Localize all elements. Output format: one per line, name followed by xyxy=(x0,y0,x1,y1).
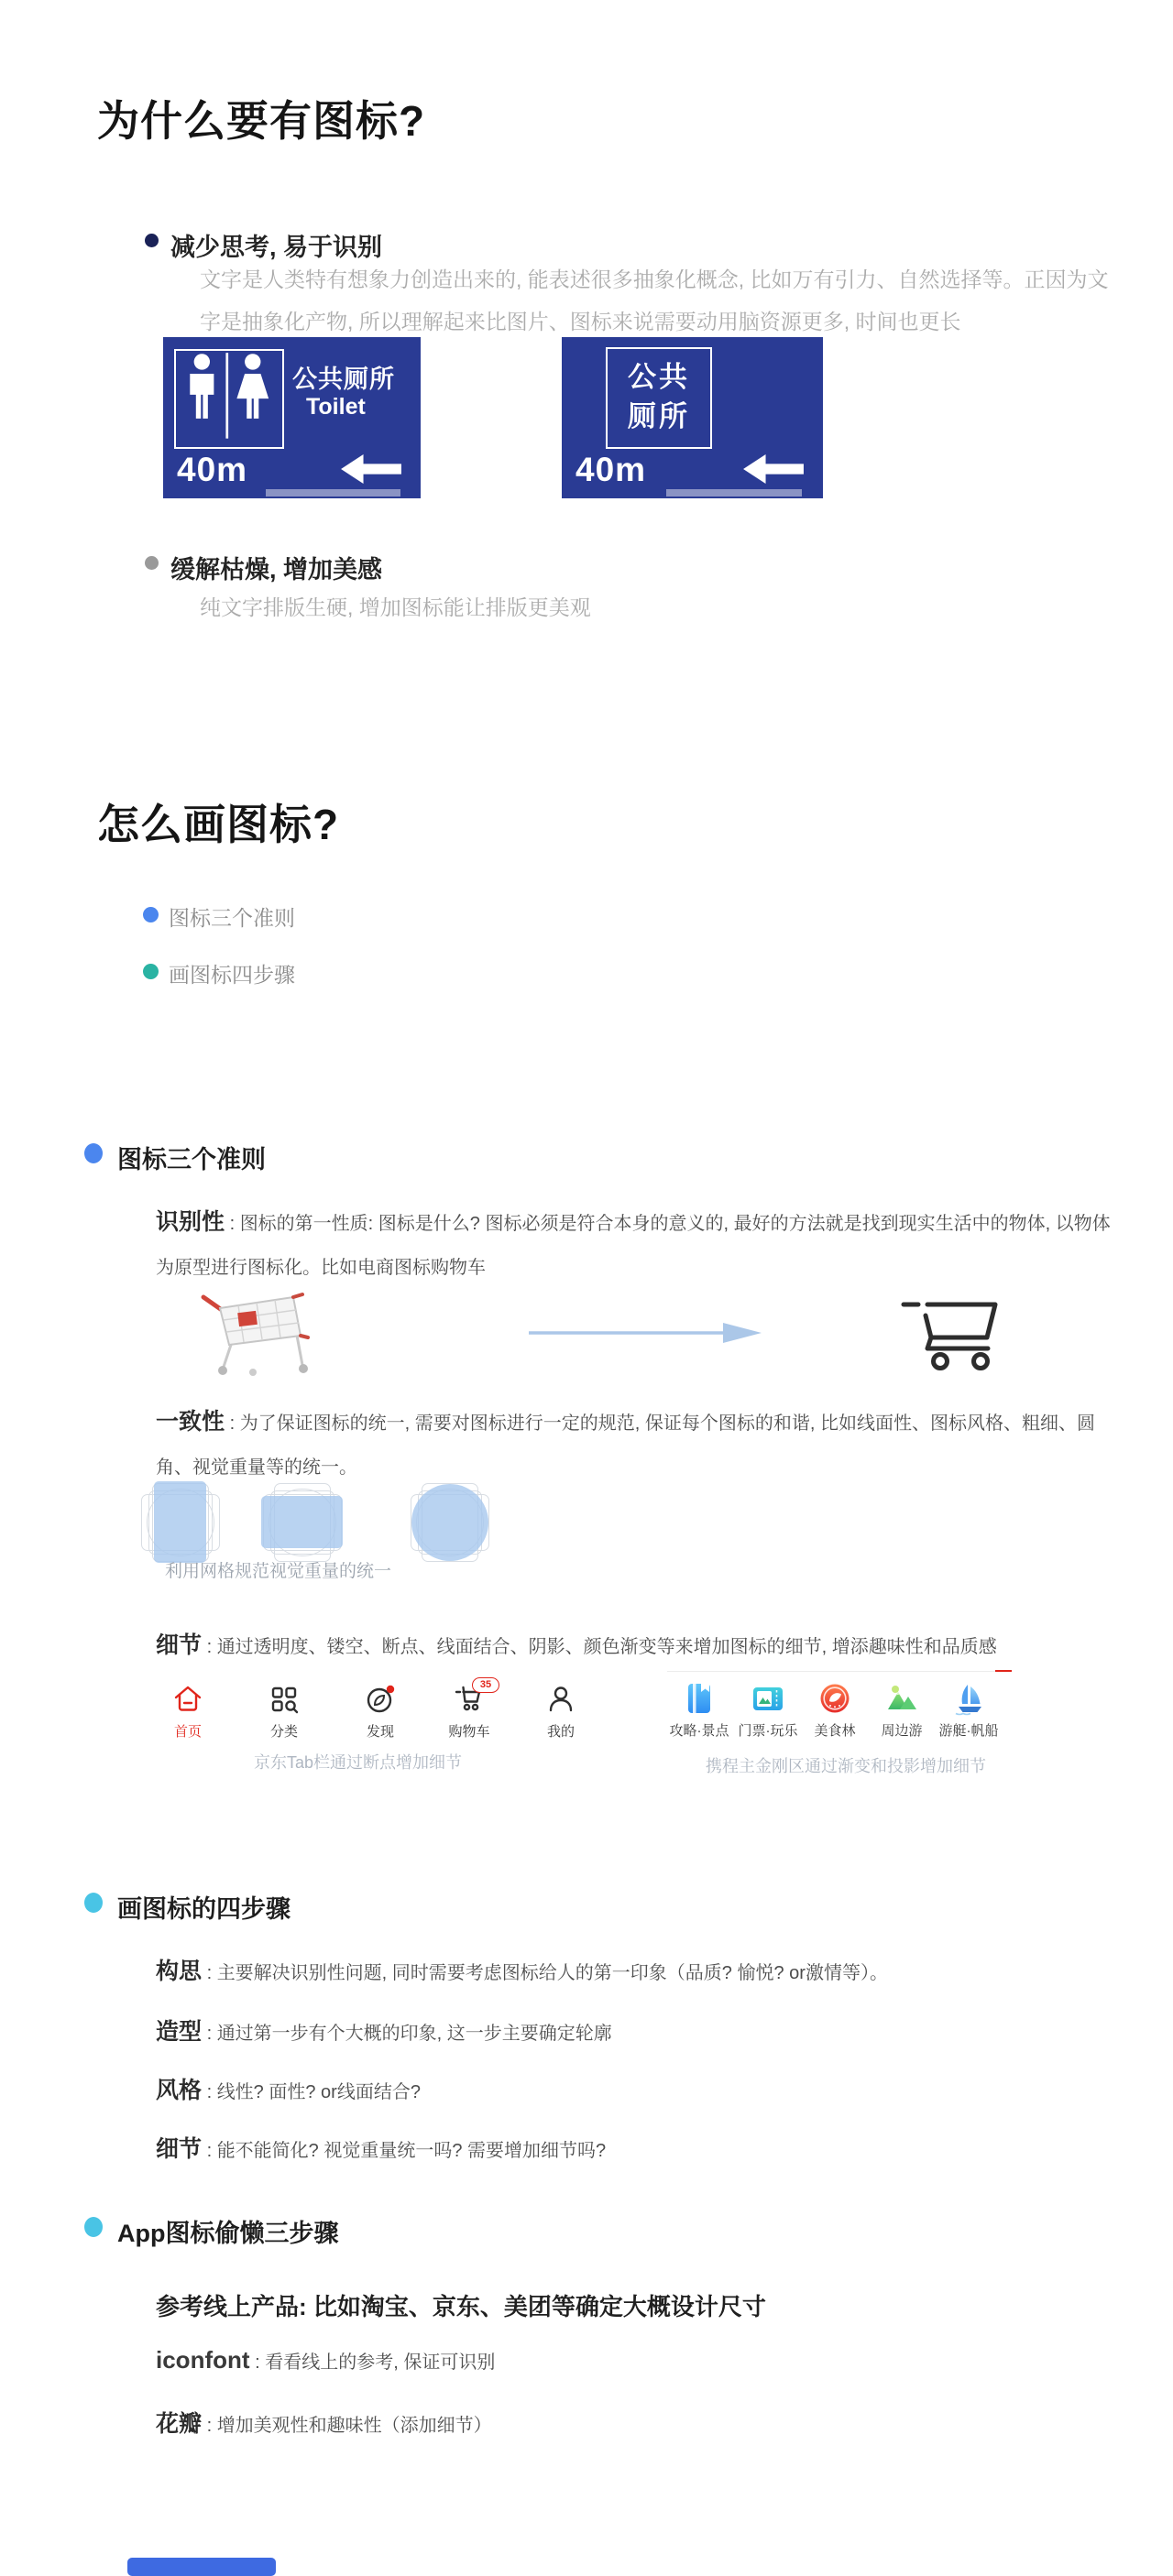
bullet-dot-gray xyxy=(145,556,159,570)
grid-caption: 利用网格规范视觉重量的统一 xyxy=(165,1562,392,1581)
point1-title: 减少思考, 易于识别 xyxy=(170,234,383,261)
ctrip-item-guide[interactable] xyxy=(661,1680,738,1752)
sign-distance: 40m xyxy=(576,451,647,488)
cart-badge: 35 xyxy=(472,1677,499,1693)
term-iconfont: iconfont : 看看线上的参考, 保证可识别 xyxy=(156,2346,496,2374)
cut-off-blue-panel xyxy=(127,2558,276,2576)
screenshot-edge-red-mark xyxy=(995,1670,1012,1672)
sign-cn-line1: 公共 xyxy=(628,361,690,393)
sign-cn-line2: 厕所 xyxy=(628,400,690,432)
lazy-reference-line: 参考线上产品: 比如淘宝、京东、美团等确定大概设计尺寸 xyxy=(156,2293,766,2320)
section-dot-principles xyxy=(84,1143,103,1163)
keyline-grid-landscape xyxy=(260,1480,345,1565)
ctrip-item-label: 美食林 xyxy=(814,1723,856,1739)
home-icon xyxy=(172,1684,203,1715)
page-title-how: 怎么画图标? xyxy=(97,801,340,848)
shopping-cart-line-icon[interactable] xyxy=(896,1293,1006,1374)
toilet-sign-photo-left[interactable] xyxy=(163,337,421,498)
toc-dot-teal xyxy=(143,964,159,979)
cart-icon xyxy=(454,1679,492,1715)
sign-cn-label: 公共厕所 xyxy=(292,366,395,393)
jd-tab-home[interactable] xyxy=(156,1684,220,1755)
point2-desc: 纯文字排版生硬, 增加图标能让排版更美观 xyxy=(200,595,591,619)
watermark-strip xyxy=(666,489,802,497)
toilet-sign-photo-right[interactable] xyxy=(562,337,823,498)
jd-tab-discover[interactable] xyxy=(348,1684,412,1755)
left-arrow-icon xyxy=(740,454,806,484)
term-style: 风格 : 线性? 面性? or线面结合? xyxy=(156,2078,421,2103)
term-detail: 细节 : 通过透明度、镂空、断点、线面结合、阴影、颜色渐变等来增加图标的细节, 增添趣味性和品质感 xyxy=(156,1632,997,1658)
ctrip-item-label: 攻略·景点 xyxy=(669,1723,729,1739)
text-box xyxy=(606,347,712,449)
jd-tab-label: 首页 xyxy=(173,1724,202,1740)
discover-compass-icon xyxy=(365,1684,396,1715)
page-title-why: 为什么要有图标? xyxy=(97,97,426,145)
sign-distance: 40m xyxy=(177,451,248,488)
male-female-pictogram-icon xyxy=(176,351,278,442)
toc-item-principles: 图标三个准则 xyxy=(169,906,295,930)
section-dot-steps xyxy=(84,1893,103,1913)
screenshot-edge-line xyxy=(667,1671,1012,1672)
term-consistency: 一致性 : 为了保证图标的统一, 需要对图标进行一定的规范, 保证每个图标的和谐, 比如线面性、图标风格、粗细、圆角、视觉重量等的统一。 xyxy=(156,1409,1096,1478)
left-arrow-icon xyxy=(338,454,404,484)
profile-icon xyxy=(545,1684,576,1715)
term-label: 细节 xyxy=(156,1632,203,1658)
ctrip-item-nearby[interactable] xyxy=(863,1680,940,1752)
term-recognizability: 识别性 : 图标的第一性质: 图标是什么? 图标必须是符合本身的意义的, 最好的方法就是找到现实生活中的物体, 以物体为原型进行图标化。比如电商图标购物车 xyxy=(156,1209,1111,1278)
pictogram-box xyxy=(174,349,284,449)
jd-tab-category[interactable] xyxy=(252,1684,316,1755)
jd-tab-profile[interactable] xyxy=(529,1684,593,1755)
term-desc: 通过透明度、镂空、断点、线面结合、阴影、颜色渐变等来增加图标的细节, 增添趣味性和品质感 xyxy=(216,1637,997,1657)
steps-heading: 画图标的四步骤 xyxy=(117,1895,291,1923)
sign-en-label: Toilet xyxy=(306,394,366,420)
term-shape: 造型 : 通过第一步有个大概的印象, 这一步主要确定轮廓 xyxy=(156,2019,612,2045)
term-huaban: 花瓣 : 增加美观性和趣味性（添加细节） xyxy=(156,2411,492,2437)
point1-desc: 文字是人类特有想象力创造出来的, 能表述很多抽象化概念, 比如万有引力、自然选择等。正因为文字是抽象化产物, 所以理解起来比图片、图标来说需要动用脑资源更多, 时间也更长 xyxy=(200,267,1109,333)
bullet-dot-navy xyxy=(145,234,159,247)
jd-tab-label: 发现 xyxy=(366,1724,394,1740)
term-detail-step: 细节 : 能不能简化? 视觉重量统一吗? 需要增加细节吗? xyxy=(156,2136,607,2162)
ctrip-item-ticket[interactable] xyxy=(729,1680,806,1752)
jd-tab-label: 分类 xyxy=(269,1724,298,1740)
category-grid-icon xyxy=(269,1684,300,1715)
keyline-grid-portrait xyxy=(138,1480,223,1565)
jd-tab-label: 购物车 xyxy=(448,1724,490,1740)
term-concept: 构思 : 主要解决识别性问题, 同时需要考虑图标给人的第一印象（品质? 愉悦? or激情等）。 xyxy=(156,1959,888,1984)
food-badge-icon xyxy=(817,1680,853,1717)
transition-arrow-icon xyxy=(527,1321,763,1345)
jd-caption: 京东Tab栏通过断点增加细节 xyxy=(254,1753,463,1772)
principles-heading: 图标三个准则 xyxy=(117,1146,266,1173)
ctrip-caption: 携程主金刚区通过渐变和投影增加细节 xyxy=(706,1757,986,1775)
shopping-cart-photo[interactable] xyxy=(185,1286,315,1378)
ctrip-item-label: 门票·玩乐 xyxy=(738,1723,798,1739)
ctrip-item-label: 周边游 xyxy=(881,1723,923,1739)
ticket-icon xyxy=(750,1680,786,1717)
term-desc: 图标的第一性质: 图标是什么? 图标必须是符合本身的意义的, 最好的方法就是找到现实生活中的物体, 以物体为原型进行图标化。比如电商图标购物车 xyxy=(156,1214,1111,1278)
guidebook-icon xyxy=(681,1680,718,1717)
jd-tab-cart[interactable] xyxy=(437,1679,501,1755)
watermark-strip xyxy=(266,489,400,497)
ctrip-item-food[interactable] xyxy=(796,1680,873,1752)
jd-tab-label: 我的 xyxy=(546,1724,575,1740)
mountain-icon xyxy=(883,1680,920,1717)
point2-title: 缓解枯燥, 增加美感 xyxy=(170,556,383,584)
sailboat-icon xyxy=(950,1680,987,1717)
ctrip-item-label: 游艇·帆船 xyxy=(938,1723,999,1739)
toc-dot-blue xyxy=(143,907,159,922)
term-desc: 为了保证图标的统一, 需要对图标进行一定的规范, 保证每个图标的和谐, 比如线面性、图标风格、粗细、圆角、视觉重量等的统一。 xyxy=(156,1414,1096,1478)
term-label: 一致性 xyxy=(156,1409,225,1435)
toc-item-steps: 画图标四步骤 xyxy=(169,963,295,987)
ctrip-item-boat[interactable] xyxy=(930,1680,1007,1752)
section-dot-lazy xyxy=(84,2217,103,2237)
term-label: 识别性 xyxy=(156,1209,225,1235)
lazy-heading: App图标偷懒三步骤 xyxy=(117,2220,339,2247)
keyline-grid-circle xyxy=(408,1480,492,1565)
